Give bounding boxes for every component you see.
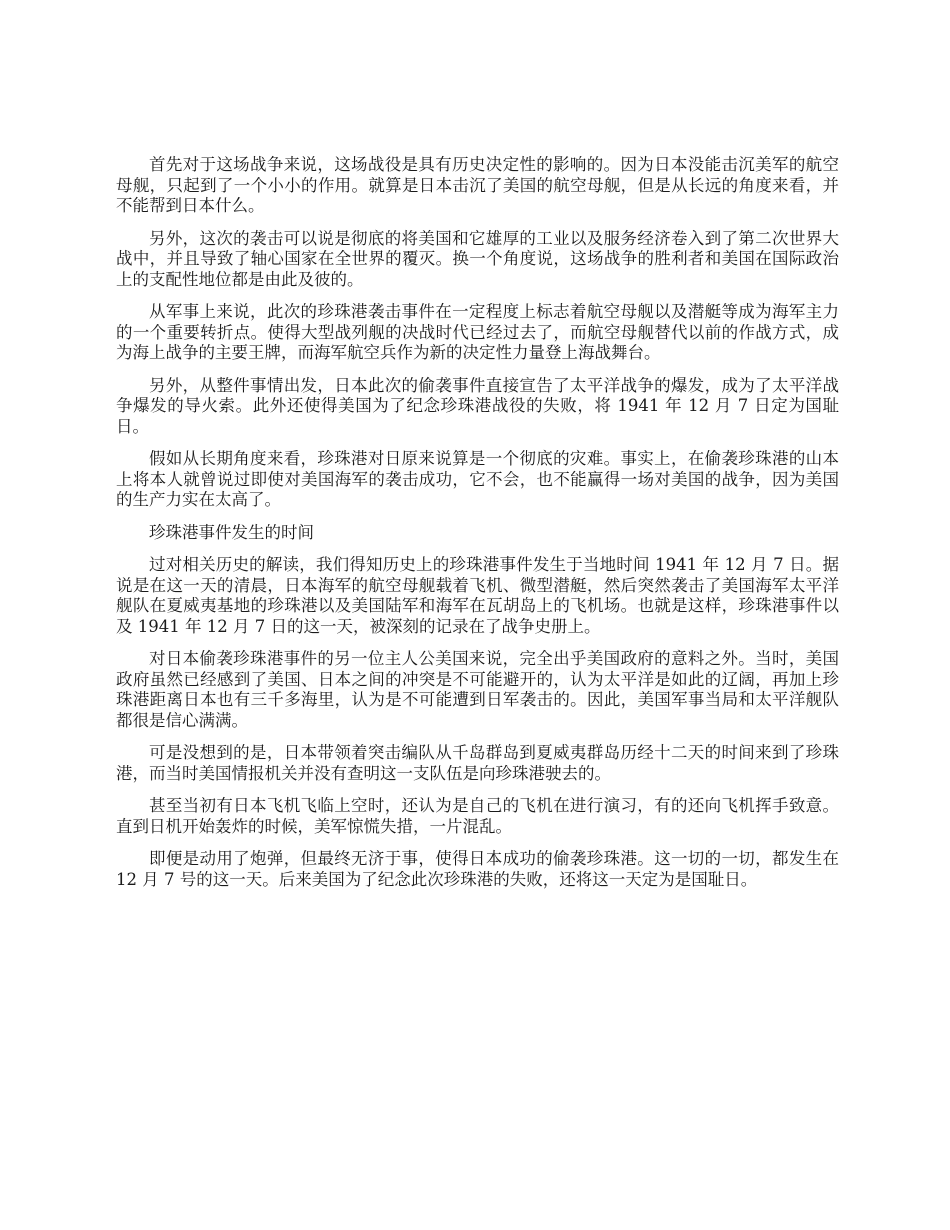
paragraph-5: 假如从长期角度来看，珍珠港对日原来说算是一个彻底的灾难。事实上，在偷袭珍珠港的山本上将本人就曾说过即使对美国海军的袭击成功，它不会，也不能赢得一场对美国的战争，因为美国的生产力实在太高了。 bbox=[116, 449, 839, 509]
document-body bbox=[116, 155, 839, 902]
paragraph-7: 对日本偷袭珍珠港事件的另一位主人公美国来说，完全出乎美国政府的意料之外。当时，美国政府虽然已经感到了美国、日本之间的冲突是不可能避开的，认为太平洋是如此的辽阔，再加上珍珠港距离日本也有三千多海里，认为是不可能遭到日军袭击的。因此，美国军事当局和太平洋舰队都很是信心满满。 bbox=[116, 649, 839, 730]
paragraph-9: 甚至当初有日本飞机飞临上空时，还认为是自己的飞机在进行演习，有的还向飞机挥手致意。直到日机开始轰炸的时候，美军惊慌失措，一片混乱。 bbox=[116, 796, 839, 836]
section-heading: 珍珠港事件发生的时间 bbox=[149, 522, 314, 542]
paragraph-3: 从军事上来说，此次的珍珠港袭击事件在一定程度上标志着航空母舰以及潜艇等成为海军主力的一个重要转折点。使得大型战列舰的决战时代已经过去了，而航空母舰替代以前的作战方式，成为海上战争的主要王牌，而海军航空兵作为新的决定性力量登上海战舞台。 bbox=[116, 302, 839, 362]
paragraph-8: 可是没想到的是，日本带领着突击编队从千岛群岛到夏威夷群岛历经十二天的时间来到了珍珠港，而当时美国情报机关并没有查明这一支队伍是向珍珠港驶去的。 bbox=[116, 743, 839, 783]
paragraph-10: 即便是动用了炮弹，但最终无济于事，使得日本成功的偷袭珍珠港。这一切的一切，都发生在 12 月 7 号的这一天。后来美国为了纪念此次珍珠港的失败，还将这一天定为是国耻日。 bbox=[116, 849, 839, 889]
paragraph-6: 过对相关历史的解读，我们得知历史上的珍珠港事件发生于当地时间 1941 年 12 月 7 日。据说是在这一天的清晨，日本海军的航空母舰载着飞机、微型潜艇，然后突然袭击了美国海军太平洋舰队在夏威夷基地的珍珠港以及美国陆军和海军在瓦胡岛上的飞机场。也就是这样，珍珠港事件以及 1941 年 12 月 7 日的这一天，被深刻的记录在了战争史册上。 bbox=[116, 555, 839, 636]
paragraph-1: 首先对于这场战争来说，这场战役是具有历史决定性的影响的。因为日本没能击沉美军的航空母舰，只起到了一个小小的作用。就算是日本击沉了美国的航空母舰，但是从长远的角度来看，并不能帮到日本什么。 bbox=[116, 155, 839, 215]
paragraph-4: 另外，从整件事情出发，日本此次的偷袭事件直接宣告了太平洋战争的爆发，成为了太平洋战争爆发的导火索。此外还使得美国为了纪念珍珠港战役的失败，将 1941 年 12 月 7 日定为国耻日。 bbox=[116, 375, 839, 436]
paragraph-2: 另外，这次的袭击可以说是彻底的将美国和它雄厚的工业以及服务经济卷入到了第二次世界大战中，并且导致了轴心国家在全世界的覆灭。换一个角度说，这场战争的胜利者和美国在国际政治上的支配性地位都是由此及彼的。 bbox=[116, 228, 839, 289]
